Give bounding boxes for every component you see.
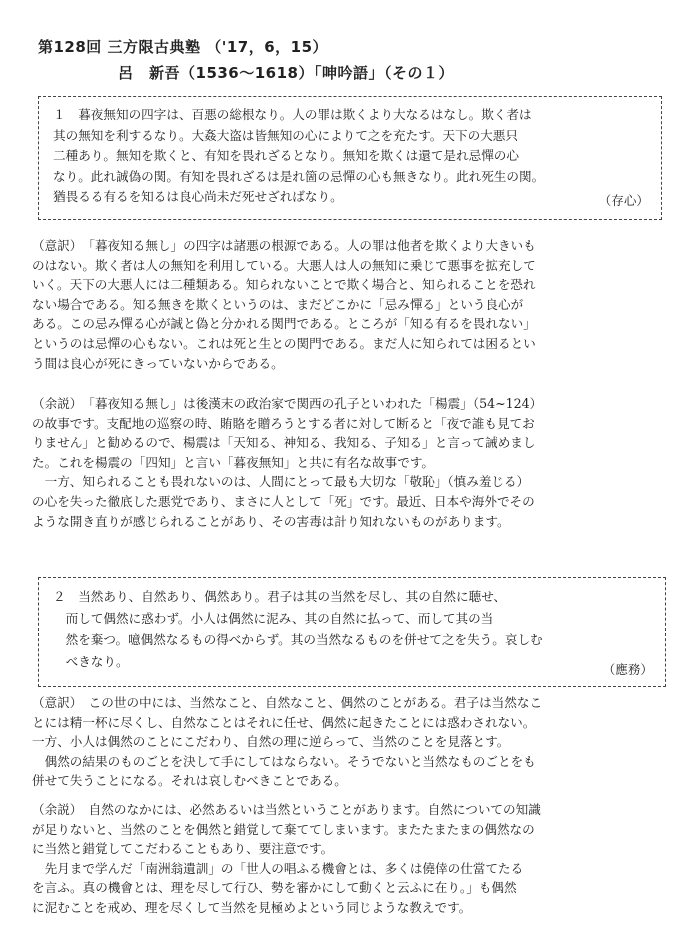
commentary-line: というのは忌憚の心もない。これは死と生との関門である。まだ人に知られては困るとい: [32, 335, 536, 351]
passage-source: （應務）: [602, 662, 653, 677]
commentary-line: う間は良心が死にきっていないからである。: [32, 355, 284, 371]
commentary-line: が足りないと、当然のことを偶然と錯覚して棄ててしまいます。またたまたまの偶然なの: [32, 821, 535, 837]
passage-line: 而して偶然に惑わず。小人は偶然に泥み、其の自然に払って、而して其の当: [53, 610, 494, 626]
commentary-line: ない場合である。知る無きを欺くというのは、まだどこかに「忌み憚る」という良心が: [32, 296, 524, 312]
commentary-line: 一方、小人は偶然のことにこだわり、自然の理に逆らって、当然のことを見落とす。: [32, 734, 510, 750]
passage-box-2: [38, 577, 666, 687]
commentary-line: りません」と勧めるので、楊震は「天知る、神知る、我知る、子知る」と言って誡めまし: [32, 435, 536, 451]
commentary-line: の故事です。支配地の巡察の時、賄賂を贈ろうとする者に対して断ると「夜で誰も見てお: [32, 415, 535, 431]
commentary-line: に当然と錯覚してこだわることもあり、要注意です。: [32, 841, 334, 857]
commentary-line: た。これを楊震の「四知」と言い「暮夜無知」と共に有名な故事です。: [32, 454, 434, 470]
commentary-interpretation-2: [32, 693, 672, 791]
commentary-line: 先月まで学んだ「南洲翁遺訓」の「世人の唱ふる機會とは、多くは僥倖の仕當てたる: [32, 860, 524, 876]
commentary-line: の心を失った徹底した悪党であり、まさに人として「死」です。最近、日本や海外でその: [32, 493, 535, 509]
passage-line: ２ 当然あり、自然あり、偶然あり。君子は其の当然を尽し、其の自然に聴せ、: [53, 589, 506, 604]
commentary-line: （意訳） この世の中には、当然なこと、自然なこと、偶然のことがある。君子は当然なこ: [32, 695, 543, 710]
lecture-subtitle: 呂 新吾（1536～1618）「呻吟語」（その１）: [118, 64, 454, 82]
commentary-line: （余説） 「暮夜知る無し」は後漢末の政治家で関西の孔子といわれた「楊震」（54~124）: [32, 396, 543, 411]
lecture-title: 第128回 三方限古典塾 （'17，6，15）: [38, 38, 329, 56]
passage-line: 然を棄つ。噫偶然なるもの得べからず。其の当然なるものを併せて之を失う。哀しむ: [53, 632, 543, 647]
passage-line: 二種あり。無知を欺くと、有知を畏れざるとなり。無知を欺くは還て是れ忌憚の心: [53, 148, 519, 163]
commentary-line: 併せて失うことになる。それは哀しむべきことである。: [32, 773, 347, 789]
commentary-line: （余説） 自然のなかには、必然あるいは当然ということがあります。自然についての知識: [32, 802, 541, 817]
commentary-interpretation-1: [32, 236, 672, 373]
passage-box-1: [38, 96, 662, 220]
commentary-line: のはない。欺く者は人の無知を利用している。大悪人は人の無知に乗じて悪事を拡充して: [32, 257, 536, 273]
passage-line: 其の無知を利するなり。大姦大盗は皆無知の心によりて之を充たす。天下の大悪只: [53, 127, 518, 143]
passage-line: なり。此れ誠偽の関。有知を畏れざるは是れ箇の忌憚の心も無きなり。此れ死生の関。: [53, 168, 545, 184]
commentary-notes-1: [32, 394, 672, 531]
commentary-line: とには精一杯に尽くし、自然なことはそれに任せ、偶然に起きたことには惑わされない。: [32, 714, 536, 730]
passage-source: （存心）: [598, 193, 649, 208]
commentary-line: ような開き直りが感じられることがあり、その害毒は計り知れないものがあります。: [32, 513, 510, 529]
commentary-line: を言ふ。真の機會とは、理を尽して行ひ、勢を審かにして動くと云ふに在り。」も偶然: [32, 880, 517, 896]
commentary-line: ある。この忌み憚る心が誠と偽と分かれる関門である。ところが「知る有るを畏れない」: [32, 316, 536, 332]
passage-line: １ 暮夜無知の四字は、百悪の総根なり。人の罪は欺くより大なるはなし。欺く者は: [53, 107, 532, 122]
commentary-line: いく。天下の大悪人には二種類ある。知られないことで欺く場合と、知られることを恐れ: [32, 277, 536, 293]
commentary-line: 偶然の結果のものごとを決して手にしてはならない。そうでないと当然なものごとをも: [32, 753, 536, 769]
commentary-line: 一方、知られることも畏れないのは、人間にとって最も大切な「敬恥」（慎み羞じる）: [32, 474, 530, 490]
commentary-line: （意訳） 「暮夜知る無し」の四字は諸悪の根源である。人の罪は他者を欺くより大きいも: [32, 238, 536, 253]
commentary-notes-2: [32, 800, 672, 918]
passage-line: 猶畏るる有るを知るは良心尚未だ死せざればなり。: [53, 189, 343, 204]
passage-line: べきなり。: [53, 653, 129, 669]
commentary-line: に泥むことを戒め、理を尽くして当然を見極めよという同じような教えです。: [32, 899, 472, 915]
